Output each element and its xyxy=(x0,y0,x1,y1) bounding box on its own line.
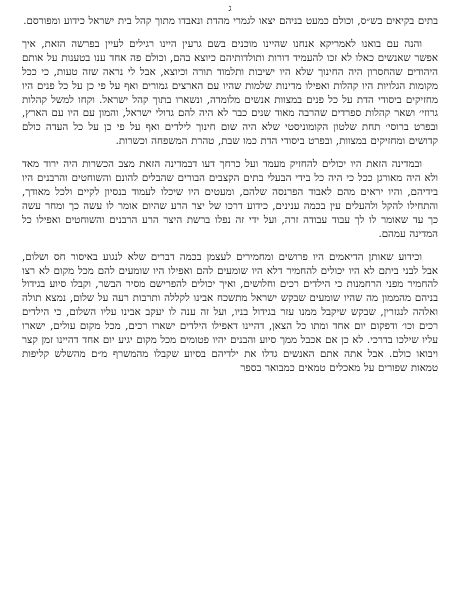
paragraph-2: והנה עם בואנו לאמריקא אנחנו שהיינו מוכנים בשם גרעין היינו רגילים לעיין בפרשה הזאת, איך אפשר שאנשים כאלו לא זכו להעמיד דורות ותולדותיהם כיוצא בהם, וכולם פה אחד ענו בטענות על אותם היהודים שהחסרון היה החינוך שלא היו ישיבות ותלמוד תורה וכיוצא, אבל לי נראה שזה טעות, כי ככל מקומות הגלויות היו קהלות ואפילו מדינות שלמות שהיו עם הארצים גמורים ואף על פי כן על כל פנים היו מחזיקים ביסודי הדת על כל פנים במצוות אנשים מלומדה, ונשארו בתוך קהל ישראל. וקחו למשל קהלות גרוזי׳ ושאר קהלות ספרדים שהרבה מאוד שנים כבר לא היה להם גדולי ישראל, והמון עם היו עם הארץ, ובפרט ברוסי׳ תחת שלטון הקומוניסטי שלא היה שום חינוך לילדים ואף על פי כן על כל העדה כולם קדושים ומחזיקים במצוות, ובפרט ביסודי הדת כמו שבת, טהרת המשפחה וכשרות. xyxy=(22,38,438,148)
paragraph-gap xyxy=(22,242,438,251)
paragraph-1: בתים בקיאים בש״ס, וכולם כמעט בניהם יצאו לגמרי מהדת ונאבדו מתוך קהל בית ישראל כידוע ומפורסם. xyxy=(23,16,438,27)
page-number: ג xyxy=(228,4,232,14)
paragraph-gap xyxy=(22,29,438,38)
paragraph-3: ובמדינה הזאת היו יכולים להחזיק מעמד ועל כרחך דעו דבמדינה הזאת מצב הכשרות היה ירוד מאד ולא היה מאורגן ככל כי היה כל בידי הבעלי בתים הקצבים הבורים שהבלים להונם והשוחטים והרבנים היו בידיהם, והיו יראים מהם לאבוד הפרנסה שלהם, ומעטים היו שיכלו לעמוד בנסיון לקיים ולכל מאודך, והתחילו להקל ולהעלים עין בכמה ענינים, כידוע דרכו של יצר הרע שהיום אומר לו עשה כך ומחר עשה כך עד שאומר לו לך עבוד עבודה זרה, ועל ידי זה נפלו ברשת היצר הרע הרבנים והשוחטים ואפילו כל המדינה עמהם. xyxy=(22,159,438,240)
paragraph-gap xyxy=(22,149,438,158)
paragraph-4: וכידוע שאותן הדיאמים היו פרושים ומחמירים לעצמן בכמה דברים שלא לנגוע באיסור חס ושלום, אבל לבני ביתם לא היו יכולים להחמיר דלא היו שומעים להם ואפילו היו שומעים להם מכל מקום לא רצו להחמיר מפני הרחמנות כי הילדים רכים וחלושים, ואיך יכולים להפרישם מסיר הבשר, וקבלו סיוע בגידול בניהם מהממון מה שהיו שומעים שבקש ישראל מתשכח אבינו לקללה ותרבות רעה על שלום, נמצא תולה ואלהה לנגזרין, שבקש שיקבל ממנו עזר בגידול בניו, ועל זה ענה לו יעקב אבינו עליו השלום, כי הילדים רכים וכו׳ ודפקום יום אחד ומתו כל הצאן, דהיינו דאפילו הילדים ישארו רכים, מכל מקום עולים, ישארו עליו שילכו בדרכי. לא כן אם אכבל ממך סיוע והבנים יהיו פטומים מכל מקום יגיע יום אחד דהיינו זמן קצר ויבואו כולם. אבל אתה אתם האנשים גדלו את ילדיהם בסיוע שקבלו מהמשרף מ״ם מהשלש קליפות טמאות שפורים על מאכלים טמאים כמבואר בספר xyxy=(22,251,438,374)
